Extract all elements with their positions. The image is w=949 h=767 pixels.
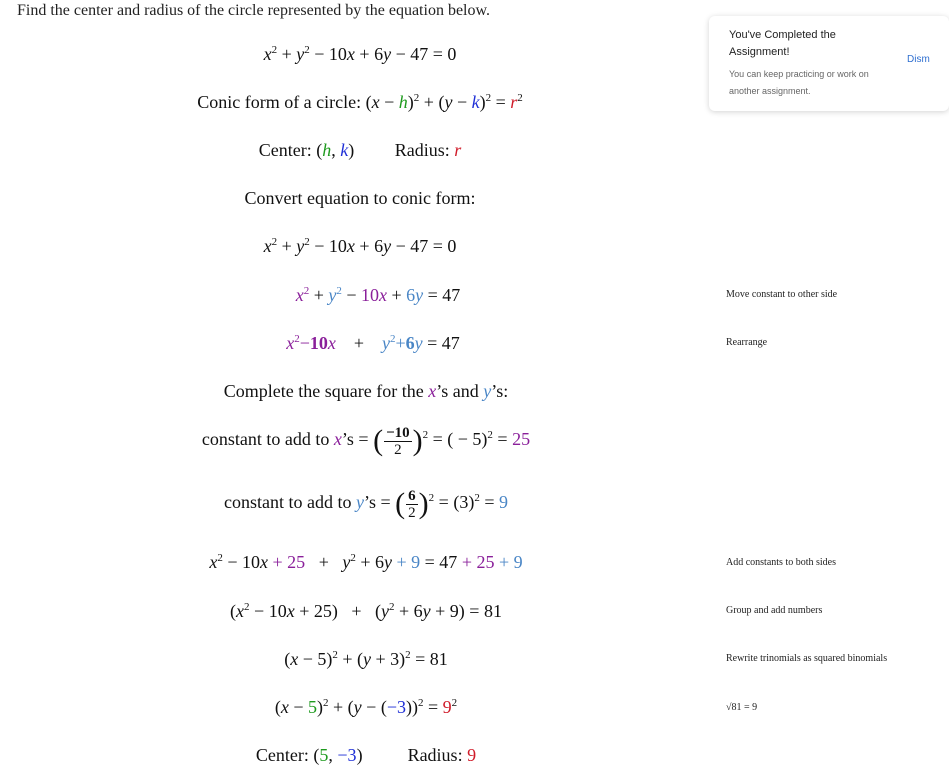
completion-toast — [709, 16, 949, 111]
constant-x-value: 25 — [512, 429, 531, 450]
radius-label: Radius: — [394, 140, 450, 160]
conic-form-label: Conic form of a circle: — [197, 92, 362, 112]
convert-heading: Convert equation to conic form: — [244, 188, 476, 208]
binomial-equation: $(x - 5)^2 + (y + 3)^2 = 81$ — [284, 649, 448, 669]
constant-x-line: constant to add to x’s = ( $\frac{-10}{2}$ )$^2$ = ( − 5)$^2$ = 25 — [201, 424, 531, 458]
complete-square-heading: Complete the square for the x’s and y’s: — [223, 381, 509, 401]
constant-y-value: 9 — [498, 492, 508, 513]
dismiss-button[interactable]: Dism — [907, 54, 930, 65]
note-rearrange: Rearrange — [726, 337, 768, 348]
original-equation: $x^2 + y^2 - 10x + 6y - 47 = 0$ — [263, 44, 457, 64]
final-center-label: Center: — [255, 745, 309, 765]
toast-body: You can keep practicing or work on another assignment. — [729, 69, 869, 96]
note-sqrt: √81 = 9 — [726, 702, 758, 713]
constant-y-line: constant to add to y’s = ( $\frac{6}{2}$ )$^2 = (3)^2 = 9$ — [224, 487, 508, 521]
add-constants-equation: $x^2 - 10x + 25 + y^2 + 6y + 9 = 47 + 25 + 9$ — [209, 552, 523, 572]
final-conic-equation: $(x - 5)^2 + (y - (-3))^2 = 9^2$ — [274, 697, 458, 717]
rearranged-equation: $x^2-10x$ + $y^2+6y = 47$ — [286, 333, 460, 353]
final-radius-label: Radius: — [407, 745, 463, 765]
problem-prompt: Find the center and radius of the circle represented by the equation below. — [17, 2, 491, 19]
equation-restated: $x^2 + y^2 - 10x + 6y - 47 = 0$ — [263, 236, 457, 256]
final-radius-value: 9 — [467, 745, 477, 765]
toast-title: You've Completed the Assignment! — [729, 29, 836, 58]
center-label: Center: — [258, 140, 312, 160]
note-group-numbers: Group and add numbers — [726, 605, 823, 616]
center-radius-definition: Center: (h, k) Radius: r — [258, 140, 462, 160]
note-squared-binomials: Rewrite trinomials as squared binomials — [726, 653, 888, 664]
final-answer: Center: (5, −3) Radius: 9 — [255, 745, 477, 765]
note-move-constant: Move constant to other side — [726, 289, 838, 300]
note-add-constants: Add constants to both sides — [726, 557, 836, 568]
move-constant-equation: $x^2 + y^2 - 10x + 6y = 47$ — [295, 285, 461, 305]
grouped-equation: $(x^2 - 10x + 25) + (y^2 + 6y + 9) = 81$ — [230, 601, 502, 621]
conic-form-line: Conic form of a circle: $(x - h)^2 + (y - k)^2 = r^2$ — [197, 92, 523, 112]
